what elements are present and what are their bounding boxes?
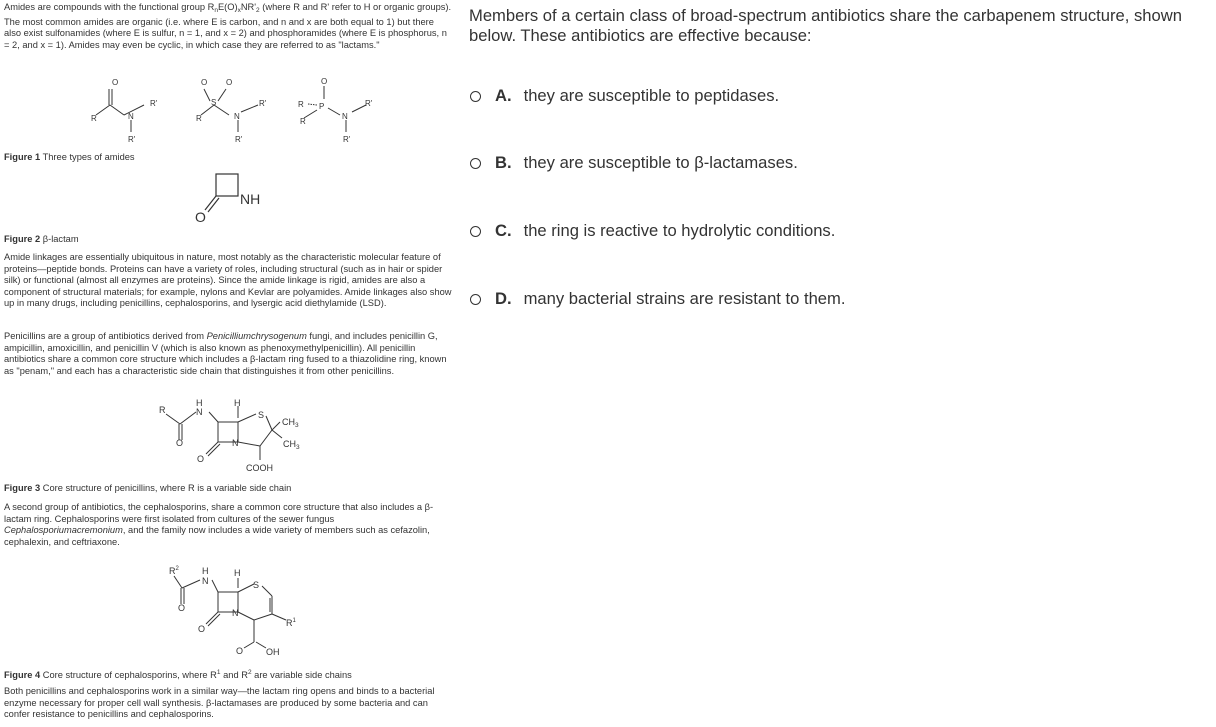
intro-text-mid1: E(O) [217,2,238,12]
figure-2-caption [4,234,79,246]
figure-4-diagram [4,562,452,662]
fig1-phos-r1: R [298,100,304,109]
answer-option-a[interactable] [470,84,779,108]
answer-option-b[interactable] [470,151,798,175]
fig1-phos-rprime1: R' [365,99,373,108]
fig1-amide-rprime2: R' [128,135,136,144]
fig3-ch3-2: $CH_3$ [283,439,300,451]
fig1-sulf-o2: O [226,78,233,87]
figure-2-diagram [4,166,452,232]
fig3-o2: O [197,454,205,464]
para4-text-end: , and the family now includes a wide variety of members such as cefazolin, cephalexin, and ceftriaxone. [4,525,430,547]
fig3-cooh: COOH [246,463,273,473]
option-c-text: the ring is reactive to hydrolytic conditions. [523,221,836,240]
fig1-caption-text: Three types of amides [40,152,135,162]
fig4-n2: N [232,608,239,618]
intro-sub-x: x [237,7,241,14]
answer-option-d[interactable] [470,287,845,311]
fig1-phos-n: N [342,112,348,121]
passage-paragraph-3 [4,331,452,377]
fig4-caption-post: are variable side chains [251,670,352,680]
radio-c[interactable] [470,226,481,237]
option-b-text: they are susceptible to β-lactamases. [523,153,798,172]
fig1-amide-o: O [112,78,119,87]
fig4-s-label: S [253,580,260,590]
intro-text-start: Amides are compounds with the functional group R [4,2,215,12]
fig4-label: Figure 4 [4,670,41,680]
para3-text-end: fungi, and includes penicillin G, ampicillin, amoxicillin, and penicillin V (which is also known as phenoxymethylpenicillin). All penicillin antibiotics share a common core structure which includes a β-lactam ring fused to a thiazolidine ring, known as "penam," and each has a characteristic side chain that distinguishes it from other penicillins. [4,331,447,376]
intro-sub-n: n [214,7,218,14]
fig3-caption-text: Core structure of penicillins, where R is a variable side chain [40,483,292,493]
fig1-sulf-rprime2: R' [235,135,243,144]
fig1-sulf-s: S [211,98,217,107]
fig1-amide-n: N [128,112,134,121]
fig1-label: Figure 1 [4,152,41,162]
para4-text-start: A second group of antibiotics, the cephalosporins, share a common core structure that also includes a β-lactam ring. Cephalosporins were first isolated from cultures of the sewer fungus [4,502,434,524]
fig1-amide-rprime1: R' [150,99,158,108]
fig4-h2: H [234,568,241,578]
option-a-letter: A. [495,86,512,105]
fig2-label: Figure 2 [4,234,41,244]
fig3-ch3-1: $CH_3$ [282,417,299,429]
para3-species: Penicilliumchrysogenum [206,331,307,341]
fig4-n1: N [202,576,209,586]
fig2-nh-label: NH [240,191,261,207]
passage-paragraph-2: Amide linkages are essentially ubiquitous in nature, most notably as the characteristic molecular feature of proteins—peptide bonds. Proteins can have a variety of roles, including structural (such as in hair or spider silk) or functional (almost all enzymes are proteins). Since the amide linkage is rigid, amides are also a component of structural materials; for example, nylons and Kevlar are polyamides. Amide linkages also show up in many drugs, including penicillins, cephalosporins, and lysergic acid diethylamide (LSD). [4,252,452,309]
fig3-r-label: R [159,405,166,415]
figure-3-caption [4,483,291,495]
option-d-letter: D. [495,289,512,308]
fig4-caption-mid: and R [220,670,248,680]
fig3-h1: H [196,398,203,408]
fig4-o1: O [178,603,186,613]
fig3-n1: N [196,407,203,417]
fig3-s-label: S [258,410,265,420]
answer-option-c[interactable] [470,219,835,243]
fig1-sulf-o1: O [201,78,208,87]
radio-a[interactable] [470,91,481,102]
figure-3-diagram [4,394,452,480]
fig3-o1: O [176,438,184,448]
fig1-amide-r: R [91,114,97,123]
fig4-r2-label: $R^2$ [169,566,179,576]
option-a-text: they are susceptible to peptidases. [523,86,780,105]
fig3-n2: N [232,438,239,448]
fig1-phos-rprime2: R' [343,135,351,144]
option-b-letter: B. [495,153,512,172]
fig1-sulf-n: N [234,112,240,121]
para3-text-start: Penicillins are a group of antibiotics derived from [4,331,207,341]
fig3-h2: H [234,398,241,408]
figure-1-diagram [4,74,452,148]
fig4-oh: OH [266,647,280,657]
intro-text-end: (where R and R' refer to H or organic groups). The most common amides are organic (i.e. where E is carbon, and n and x are both equal to 1) but there also exist sulfonamides (where E is sulfur, n = 1, and x = 2) and phosphoramides (where E is phosphorus, n = 2, and x = 1). Amides may even be cyclic, in which case they are referred to as "lactams." [4,2,452,50]
radio-d[interactable] [470,294,481,305]
fig1-sulf-r: R [196,114,202,123]
figure-4-caption [4,667,352,682]
intro-sub-2: 2 [256,7,260,14]
fig4-caption-pre: Core structure of cephalosporins, where R [40,670,217,680]
para4-species: Cephalosporiumacremonium [4,525,123,536]
fig4-h1: H [202,566,209,576]
option-c-letter: C. [495,221,512,240]
fig2-o-label: O [195,209,206,225]
fig4-sup-1: 1 [216,669,221,676]
fig1-phos-p: P [319,102,325,111]
fig3-label: Figure 3 [4,483,41,493]
fig4-o2: O [198,624,206,634]
passage-panel [4,2,452,724]
fig2-caption-text: β-lactam [40,234,79,244]
question-stem: Members of a certain class of broad-spectrum antibiotics share the carbapenem structure, shown below. These antibiotics are effective because: [469,6,1182,45]
fig1-sulf-rprime1: R' [259,99,267,108]
passage-paragraph-4 [4,502,452,548]
passage-paragraph-5: Both penicillins and cephalosporins work in a similar way—the lactam ring opens and binds to a bacterial enzyme necessary for proper cell wall synthesis. β-lactamases are produced by some bacteria and can confer resistance to penicillins and cephalosporins. [4,686,435,720]
fig1-phos-r2: R [300,117,306,126]
option-d-text: many bacterial strains are resistant to them. [523,289,846,308]
figure-1-caption [4,152,135,164]
fig4-o3: O [236,646,244,656]
passage-intro [4,2,452,51]
radio-b[interactable] [470,158,481,169]
intro-text-mid2: NR' [240,2,257,12]
fig4-r1-label: $R^1$ [286,618,296,628]
fig4-sup-2: 2 [247,669,252,676]
fig1-phos-o: O [321,77,328,86]
